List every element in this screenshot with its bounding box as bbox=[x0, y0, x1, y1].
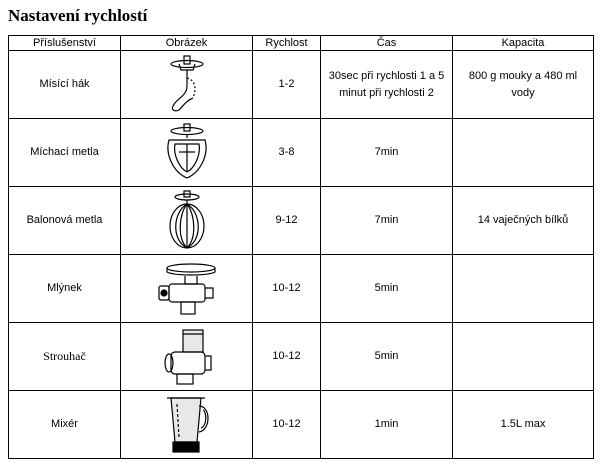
image-cell bbox=[121, 391, 253, 459]
page-title: Nastavení rychlostí bbox=[8, 6, 148, 25]
header-time: Čas bbox=[321, 36, 453, 51]
blender-jug-icon bbox=[157, 394, 217, 456]
image-cell bbox=[121, 255, 253, 323]
capacity-cell: 1.5L max bbox=[453, 391, 594, 459]
table-row bbox=[9, 255, 594, 323]
header-accessory: Příslušenství bbox=[9, 36, 121, 51]
speed-cell: 1-2 bbox=[253, 51, 321, 119]
time-cell: 7min bbox=[321, 119, 453, 187]
capacity-cell bbox=[453, 323, 594, 391]
flat-beater-icon bbox=[157, 122, 217, 184]
time-cell: 5min bbox=[321, 323, 453, 391]
table-row bbox=[9, 119, 594, 187]
image-cell bbox=[121, 187, 253, 255]
table-row bbox=[9, 187, 594, 255]
table-header-row bbox=[9, 36, 594, 51]
image-cell bbox=[121, 119, 253, 187]
dough-hook-icon bbox=[157, 54, 217, 116]
accessory-cell: Mlýnek bbox=[9, 255, 121, 323]
accessory-cell: Míchací metla bbox=[9, 119, 121, 187]
header-image: Obrázek bbox=[121, 36, 253, 51]
accessory-cell: Mixér bbox=[9, 391, 121, 459]
balloon-whisk-icon bbox=[157, 190, 217, 252]
header-speed: Rychlost bbox=[253, 36, 321, 51]
capacity-cell: 800 g mouky a 480 ml vody bbox=[453, 51, 594, 119]
capacity-cell: 14 vaječných bílků bbox=[453, 187, 594, 255]
time-cell: 5min bbox=[321, 255, 453, 323]
speed-cell: 10-12 bbox=[253, 323, 321, 391]
image-cell bbox=[121, 51, 253, 119]
accessory-cell: Balonová metla bbox=[9, 187, 121, 255]
time-cell: 1min bbox=[321, 391, 453, 459]
time-cell: 30sec při rychlosti 1 a 5 minut při rychlosti 2 bbox=[321, 51, 453, 119]
speed-cell: 3-8 bbox=[253, 119, 321, 187]
time-cell: 7min bbox=[321, 187, 453, 255]
table-row bbox=[9, 391, 594, 459]
capacity-cell bbox=[453, 119, 594, 187]
capacity-cell bbox=[453, 255, 594, 323]
speed-settings-table bbox=[8, 35, 594, 459]
table-row bbox=[9, 51, 594, 119]
meat-grinder-icon bbox=[155, 258, 219, 320]
grater-icon bbox=[157, 326, 217, 388]
speed-cell: 10-12 bbox=[253, 391, 321, 459]
header-capacity: Kapacita bbox=[453, 36, 594, 51]
image-cell bbox=[121, 323, 253, 391]
table-row bbox=[9, 323, 594, 391]
accessory-cell: Strouhač bbox=[9, 323, 121, 391]
speed-cell: 9-12 bbox=[253, 187, 321, 255]
speed-cell: 10-12 bbox=[253, 255, 321, 323]
accessory-cell: Mísící hák bbox=[9, 51, 121, 119]
